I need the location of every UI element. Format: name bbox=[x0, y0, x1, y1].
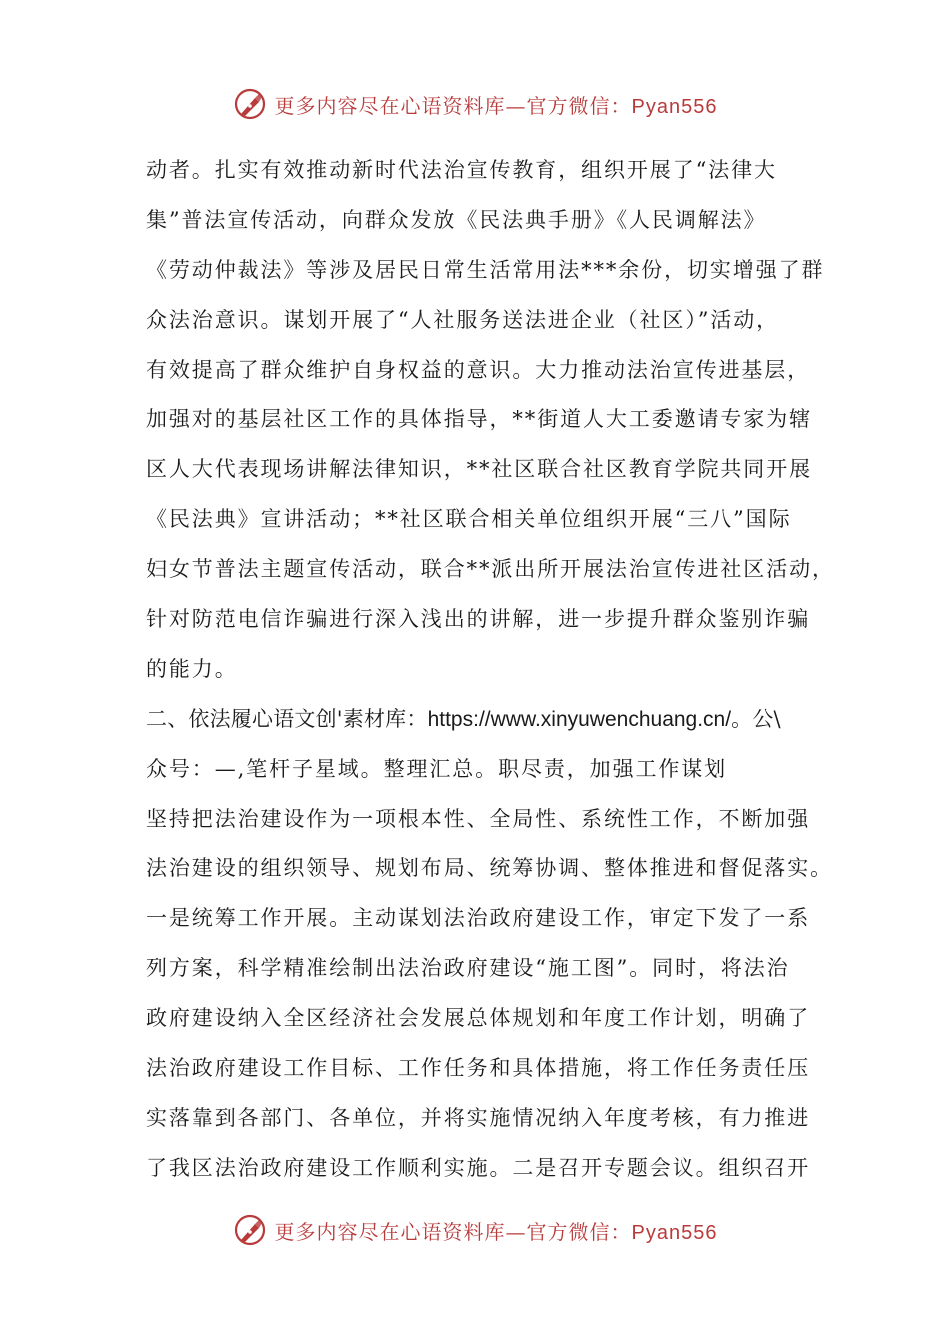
header-banner bbox=[0, 84, 950, 124]
paragraph-line: 政府建设纳入全区经济社会发展总体规划和年度工作计划，明确了 bbox=[146, 1006, 811, 1031]
pen-nib-logo-icon bbox=[233, 87, 267, 121]
footer-banner bbox=[0, 1210, 950, 1250]
banner-text bbox=[275, 1216, 718, 1245]
banner-label: 更多内容尽在心语资料库—官方微信： bbox=[274, 93, 632, 118]
paragraph-line: 了我区法治政府建设工作顺利实施。二是召开专题会议。组织召开 bbox=[146, 1155, 811, 1180]
paragraph-line: 实落靠到各部门、各单位，并将实施情况纳入年度考核，有力推进 bbox=[146, 1105, 811, 1130]
paragraph-line: 列方案，科学精准绘制出法治政府建设“施工图”。同时，将法治 bbox=[146, 956, 790, 981]
section-heading bbox=[146, 699, 826, 749]
heading-prefix: 二、依法履心语文创'素材库： bbox=[146, 706, 428, 731]
section-heading-line2: 众号：—,笔杆子星域。整理汇总。职尽责，加强工作谋划 bbox=[146, 756, 728, 781]
paragraph-line: 妇女节普法主题宣传活动，联合**派出所开展法治宣传进社区活动， bbox=[146, 557, 835, 582]
paragraph-line: 法治政府建设工作目标、工作任务和具体措施，将工作任务责任压 bbox=[146, 1056, 811, 1081]
paragraph-line: 的能力。 bbox=[146, 656, 238, 681]
website-link[interactable]: https://www.xinyuwenchuang.cn/ bbox=[427, 707, 732, 731]
paragraph-line: 一是统筹工作开展。主动谋划法治政府建设工作，审定下发了一系 bbox=[146, 906, 811, 931]
wechat-id: Pyan556 bbox=[631, 1221, 718, 1244]
pen-nib-logo-icon bbox=[233, 1213, 267, 1247]
paragraph-line: 《劳动仲裁法》等涉及居民日常生活常用法***余份，切实增强了群 bbox=[146, 257, 825, 282]
paragraph-line: 法治建设的组织领导、规划布局、统筹协调、整体推进和督促落实。 bbox=[146, 856, 833, 881]
wechat-id: Pyan556 bbox=[631, 95, 718, 118]
paragraph-line: 动者。扎实有效推动新时代法治宣传教育，组织开展了“法律大 bbox=[146, 158, 777, 182]
paragraph-line: 坚持把法治建设作为一项根本性、全局性、系统性工作，不断加强 bbox=[146, 806, 811, 831]
heading-suffix: 。公\ bbox=[731, 706, 781, 731]
paragraph-line: 加强对的基层社区工作的具体指导，**街道人大工委邀请专家为辖 bbox=[146, 407, 812, 432]
document-body bbox=[146, 150, 835, 1198]
paragraph-line: 有效提高了群众维护自身权益的意识。大力推动法治宣传进基层， bbox=[146, 357, 811, 382]
paragraph-line: 《民法典》宣讲活动；**社区联合相关单位组织开展“三八”国际 bbox=[146, 507, 792, 532]
paragraph-line: 针对防范电信诈骗进行深入浅出的讲解，进一步提升群众鉴别诈骗 bbox=[146, 607, 811, 632]
banner-text bbox=[275, 90, 718, 119]
paragraph-line: 区人大代表现场讲解法律知识，**社区联合社区教育学院共同开展 bbox=[146, 457, 812, 482]
paragraph-line: 众法治意识。谋划开展了“人社服务送法进企业（社区）”活动， bbox=[146, 307, 780, 332]
banner-label: 更多内容尽在心语资料库—官方微信： bbox=[274, 1219, 632, 1244]
paragraph-line: 集”普法宣传活动，向群众发放《民法典手册》《人民调解法》 bbox=[146, 207, 767, 232]
